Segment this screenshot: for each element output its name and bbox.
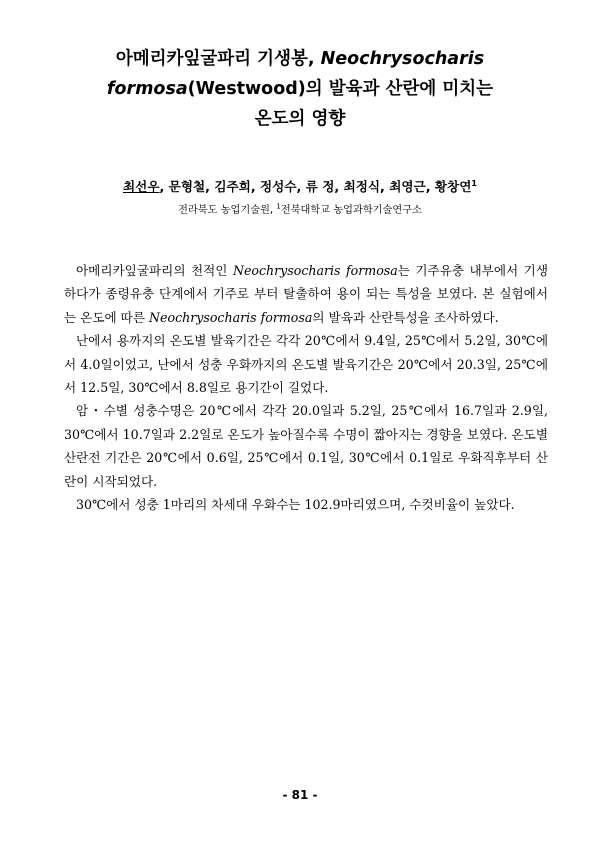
paragraph-1-text-a: 아메리카잎굴파리의 천적인 — [76, 263, 233, 278]
species-name: Neochrysocharis formosa — [232, 263, 398, 278]
author-list — [40, 176, 560, 195]
title-line-3: 온도의 영향 — [254, 109, 346, 129]
paragraph-4: 30℃에서 성충 1마리의 차세대 우화수는 102.9마리였으며, 수컷비율이 높았다. — [76, 497, 515, 513]
title-line-1 — [60, 44, 540, 74]
species-name-2: Neochrysocharis formosa — [149, 309, 313, 325]
author-affiliation-mark: 1 — [471, 178, 477, 188]
affiliation-mark: 1 — [276, 202, 281, 211]
paragraph-1-text-b: 는 기주유충 내부에서 기생하다가 종령유충 단계에서 기주로 부터 탈출하여 용이 되는 특성을 보였다. 본 실험에서는 온도에 따른 — [64, 263, 548, 325]
paragraph-1 — [64, 259, 548, 329]
title-scientific-genus: Neochrysocharis — [320, 49, 485, 69]
paragraph-1-text-c: 의 발육과 산란특성을 조사하였다. — [312, 309, 499, 325]
co-authors: , 문형철, 김주희, 정성수, 류 정, 최정식, 최영근, 황창연 — [159, 179, 472, 194]
title-korean-part: 아메리카잎굴파리 기생봉, — [115, 49, 321, 69]
paper-title — [60, 44, 540, 134]
abstract-body — [64, 259, 548, 516]
page-number: - 81 - — [282, 788, 318, 802]
title-line-2 — [60, 74, 540, 104]
affiliation-1: 전라북도 농업기술원, — [178, 205, 277, 216]
affiliations — [40, 201, 560, 216]
affiliation-2: 전북대학교 농업과학기술연구소 — [280, 205, 422, 216]
paragraph-3: 암・수별 성충수명은 20℃에서 각각 20.0일과 5.2일, 25℃에서 16.7일과 2.9일, 30℃에서 10.7일과 2.2일로 온도가 높아질수록 수명이 짧아지는 경향을 보였다. 온도별 산란전 기간은 20℃에서 0.6일, 25℃에서 0.1일, 30℃에서 0.1일로 우화직후부터 산란이 시작되었다. — [64, 403, 548, 489]
title-line-2-rest: (Westwood)의 발육과 산란에 미치는 — [187, 79, 494, 99]
title-scientific-species: formosa — [106, 79, 188, 99]
paragraph-2: 난에서 용까지의 온도별 발육기간은 각각 20℃에서 9.4일, 25℃에서 5.2일, 30℃에서 4.0일이었고, 난에서 성충 우화까지의 온도별 발육기간은 20℃에서 20.3일, 25℃에서 12.5일, 30℃에서 8.8일로 용기간이 길었다. — [64, 333, 548, 396]
first-author: 최선우 — [123, 179, 160, 194]
